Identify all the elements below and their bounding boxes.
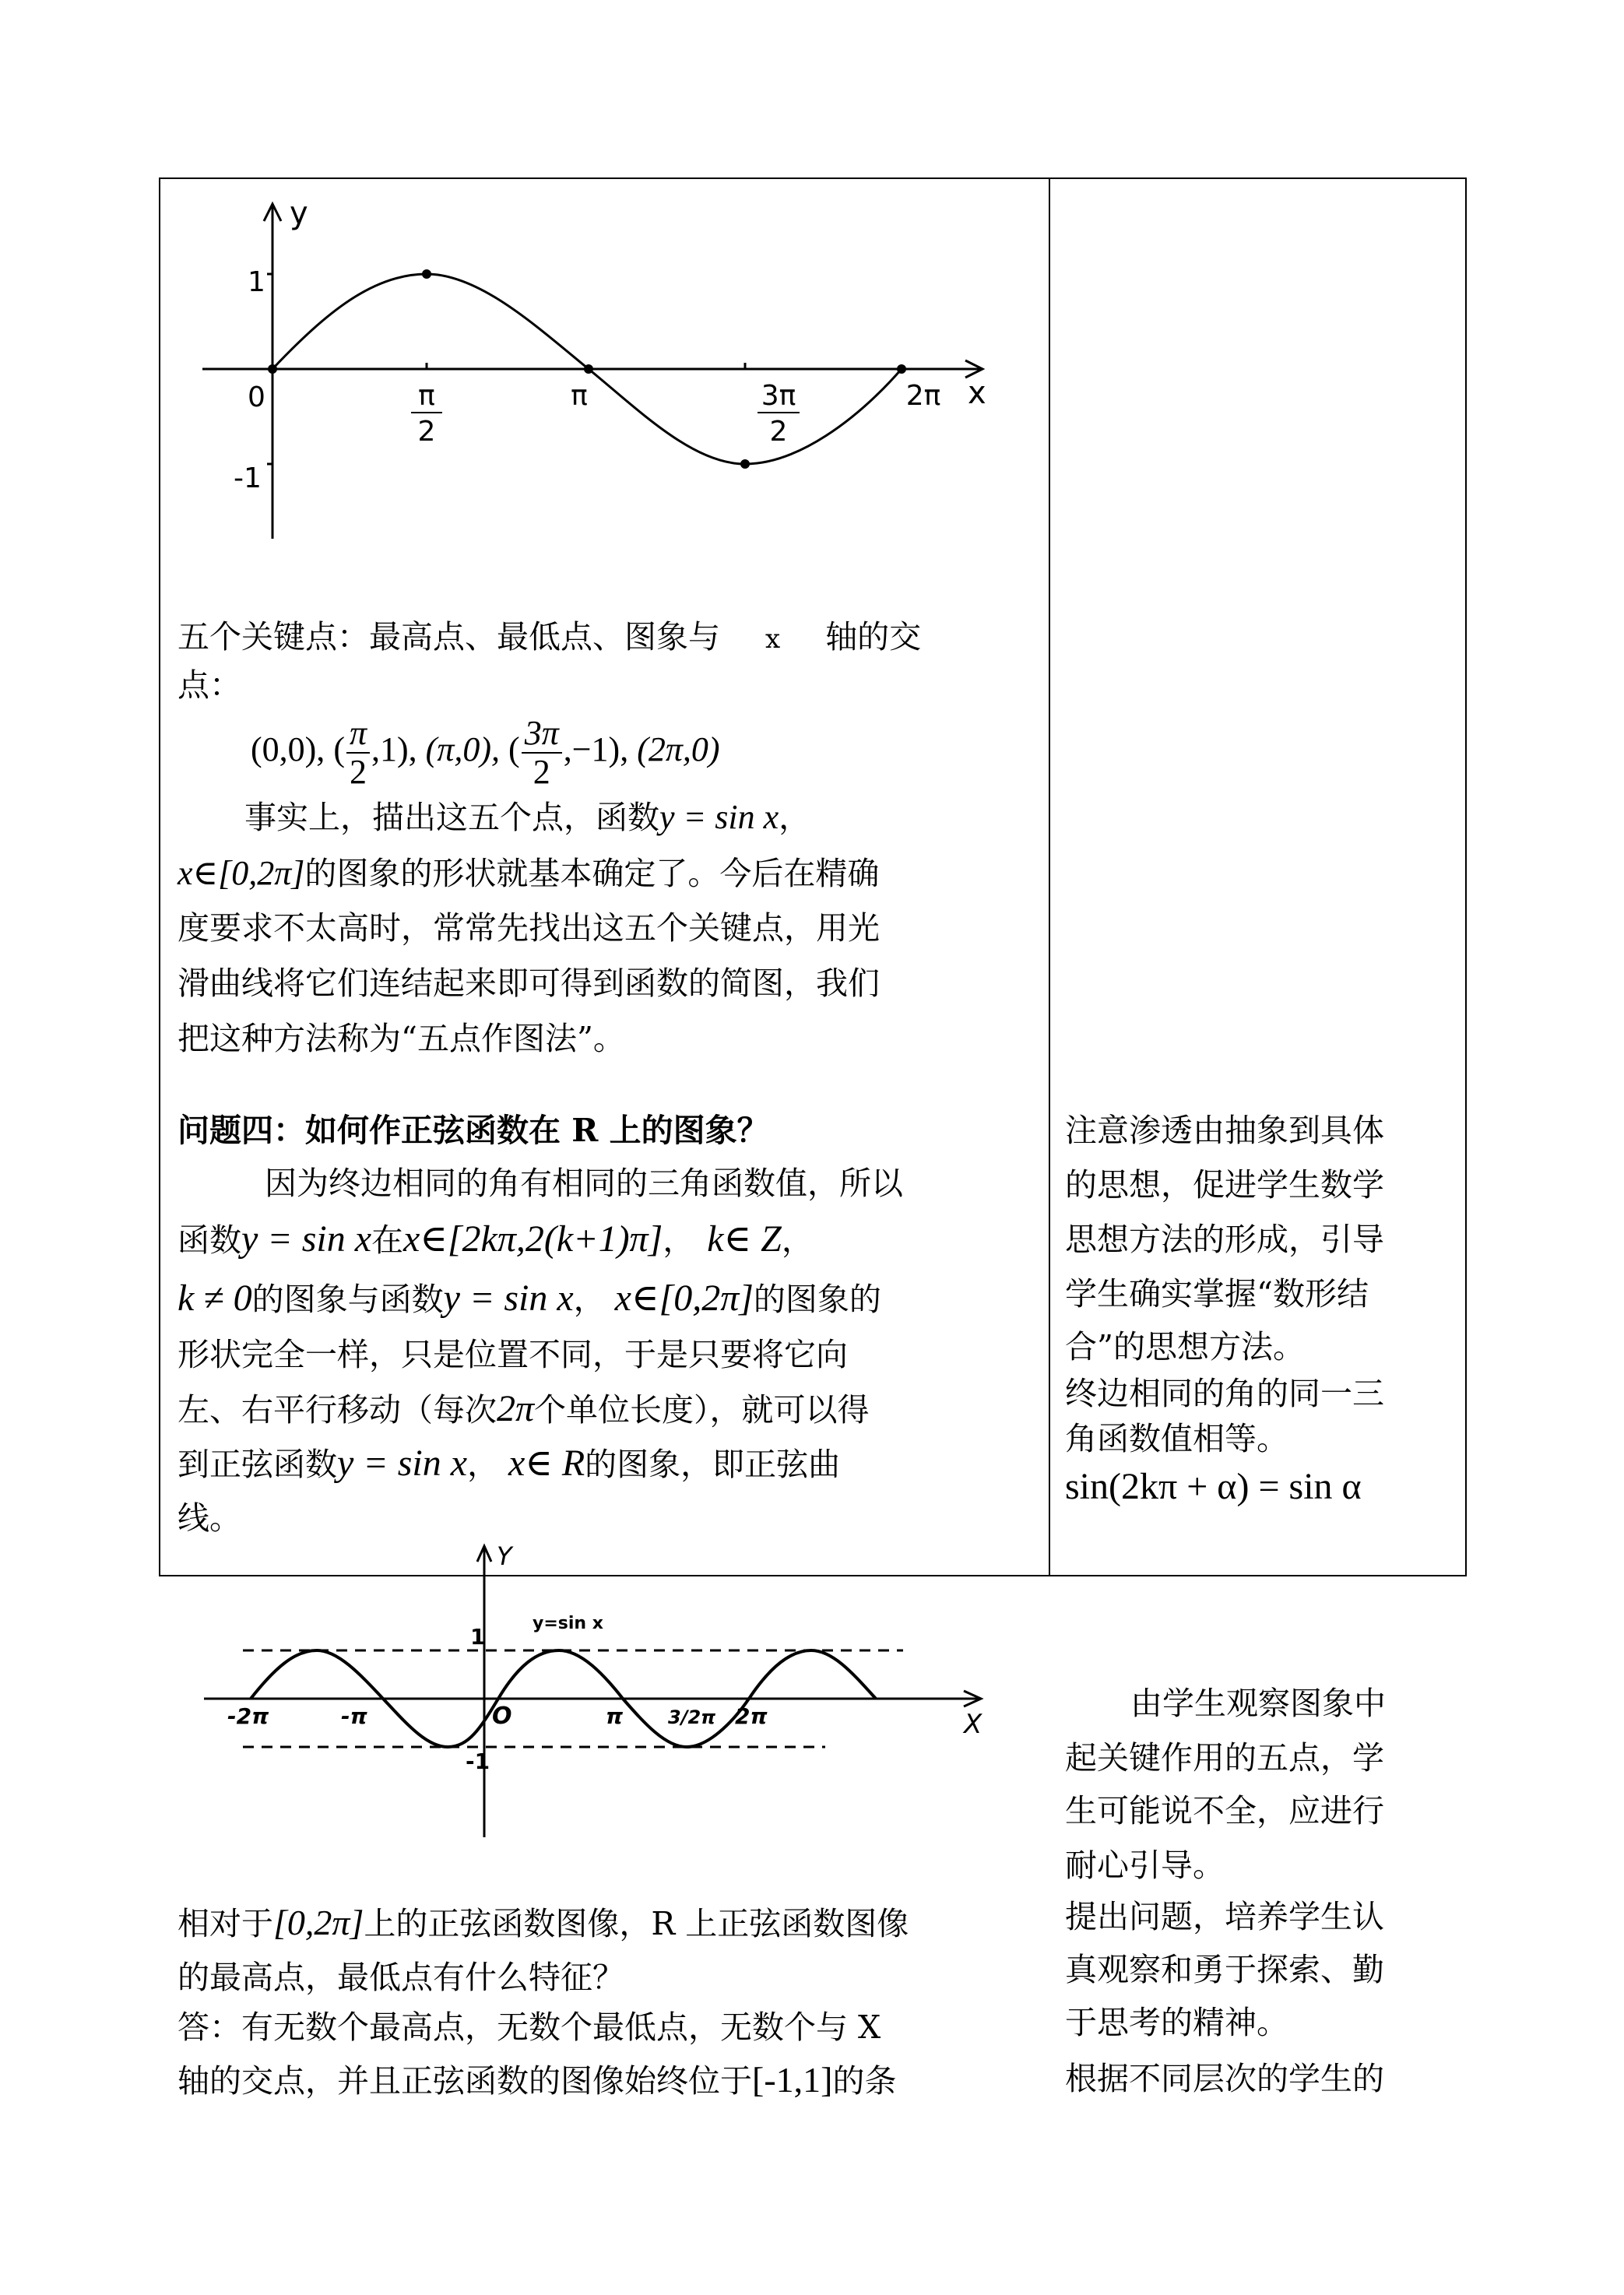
- point-1: (0,0),: [251, 730, 325, 768]
- side-b4: 耐心引导。: [1065, 1847, 1225, 1884]
- y-axis-label: y: [290, 195, 308, 231]
- side-b2: 起关键作用的五点，学: [1065, 1739, 1384, 1777]
- side-a5: 合”的思想方法。: [1065, 1328, 1305, 1365]
- label-pi-half-den: 2: [417, 416, 436, 448]
- side-b6: 真观察和勇于探索、勤: [1065, 1951, 1384, 1988]
- para1-line1: 事实上，描出这五个点，函数y = sin x，: [244, 798, 811, 836]
- label-pi-half-num: π: [418, 380, 435, 412]
- side-a2: 的思想，促进学生数学: [1065, 1166, 1384, 1204]
- tick-neg-2pi: -2π: [227, 1703, 269, 1729]
- para1-line4: 滑曲线将它们连结起来即可得到函数的简图，我们: [178, 965, 880, 1002]
- tick-2pi: 2π: [735, 1703, 768, 1729]
- question4-line6: 到正弦函数y = sin x， x∈ R的图象，即正弦曲: [178, 1443, 841, 1484]
- label-pi: π: [571, 380, 588, 412]
- label-neg-one: -1: [234, 462, 262, 494]
- question4-line4: 形状完全一样，只是位置不同，于是只要将它向: [178, 1336, 848, 1373]
- para1-line3: 度要求不太高时，常常先找出这五个关键点，用光: [178, 909, 880, 947]
- question4-title: 问题四：如何作正弦函数在 R 上的图象？: [178, 1112, 769, 1149]
- label-neg-one-2: -1: [466, 1748, 490, 1774]
- math-interval: x∈[0,2π]: [178, 854, 305, 892]
- key-points-intro-text: 五个关键点：最高点、最低点、图象与: [178, 618, 720, 655]
- question4-line1: 因为终边相同的角有相同的三角函数值，所以: [265, 1165, 903, 1202]
- point-2: ( $\frac{\pi}{2}$ ,1),: [333, 713, 417, 791]
- question4-line7: 线。: [178, 1499, 241, 1537]
- side-a3: 思想方法的形成，引导: [1065, 1221, 1384, 1258]
- point-3: (π,0),: [425, 730, 501, 768]
- after-line2: 的最高点，最低点有什么特征？: [178, 1959, 624, 1996]
- key-points-intro-text-end: 轴的交: [825, 618, 922, 655]
- question4-line3: k ≠ 0的图象与函数y = sin x， x∈[0,2π]的图象的: [178, 1278, 881, 1319]
- side-a4: 学生确实掌握“数形结: [1065, 1275, 1369, 1313]
- x-axis-label: x: [968, 375, 986, 411]
- label-one-2: 1: [470, 1624, 486, 1650]
- side-a7: 角函数值相等。: [1065, 1420, 1288, 1457]
- x-label-2: X: [964, 1709, 982, 1740]
- para1-line2: x∈[0,2π]的图象的形状就基本确定了。今后在精确: [178, 854, 880, 892]
- side-b3: 生可能说不全，应进行: [1065, 1792, 1384, 1829]
- point-4: ( $\frac{3\pi}{2}$ ,−1),: [508, 713, 629, 791]
- after-line1: 相对于[0,2π]上的正弦函数图像，R 上正弦函数图像: [178, 1903, 909, 1942]
- side-b7: 于思考的精神。: [1065, 2004, 1288, 2041]
- side-formula: sin(2kπ + α) = sin α: [1065, 1466, 1362, 1507]
- label-3pi-half-den: 2: [769, 416, 788, 448]
- tick-3pi-half: 3/2π: [668, 1706, 716, 1728]
- side-a6: 终边相同的角的同一三: [1065, 1375, 1384, 1412]
- label-3pi-half-num: 3π: [761, 380, 796, 412]
- label-origin-2: O: [492, 1703, 512, 1730]
- side-b1: 由学生观察图象中: [1130, 1685, 1386, 1722]
- tick-pi: π: [606, 1703, 624, 1729]
- label-2pi: 2π: [905, 380, 941, 412]
- para1-line5: 把这种方法称为“五点作图法”。: [178, 1020, 625, 1057]
- y-label-2: Y: [497, 1541, 512, 1571]
- x-symbol: x: [765, 624, 781, 655]
- side-b8: 根据不同层次的学生的: [1065, 2060, 1384, 2097]
- label-origin: 0: [248, 381, 265, 413]
- point-5: (2π,0): [637, 730, 720, 768]
- label-one: 1: [248, 266, 265, 298]
- key-points-intro-line2: 点：: [178, 666, 241, 704]
- question4-line5: 左、右平行移动（每次2π个单位长度），就可以得: [178, 1388, 870, 1429]
- after-line3: 答：有无数个最高点，无数个最低点，无数个与 X: [178, 2009, 881, 2046]
- question4-line2: 函数y = sin x在x∈[2kπ,2(k+1)π]， k∈ Z，: [178, 1218, 814, 1260]
- side-b5: 提出问题，培养学生认: [1065, 1898, 1384, 1935]
- math-y-sinx: y = sin x: [659, 798, 779, 836]
- side-a1: 注意渗透由抽象到具体: [1065, 1112, 1384, 1149]
- after-line4: 轴的交点，并且正弦函数的图像始终位于[-1,1]的条: [178, 2060, 897, 2100]
- tick-neg-pi: -π: [341, 1703, 367, 1729]
- func-label: y=sin x: [533, 1614, 603, 1633]
